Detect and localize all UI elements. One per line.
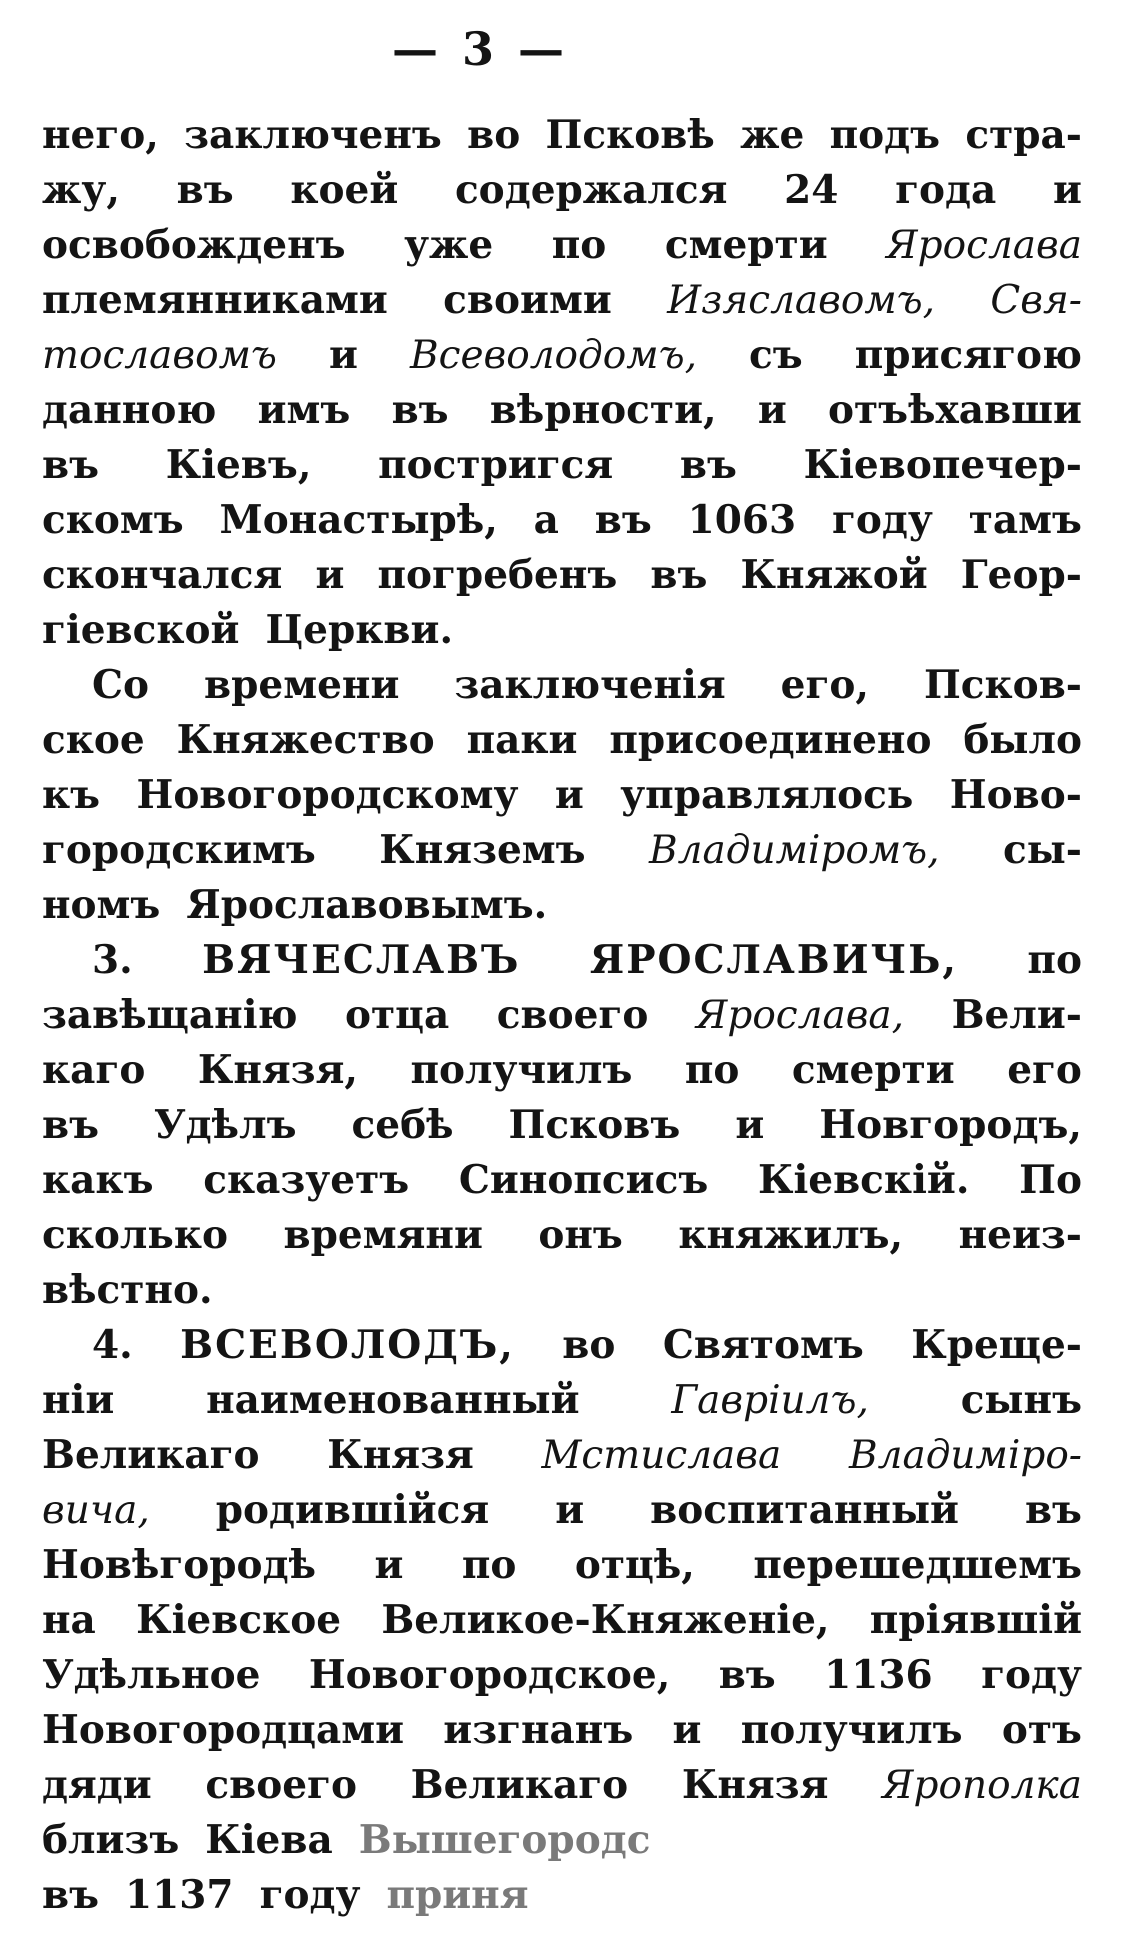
word: смерти <box>664 222 828 268</box>
word: Кіевъ, <box>165 442 312 488</box>
word: своего <box>496 992 649 1038</box>
word: завѣщанію <box>42 992 298 1038</box>
word: Свя- <box>990 278 1082 323</box>
word: Кіевскій. <box>757 1157 970 1203</box>
word: въ <box>42 442 100 488</box>
text-line <box>42 1483 1082 1538</box>
text-line <box>42 1098 1082 1153</box>
word: Псковъ <box>508 1102 681 1148</box>
text-line <box>42 933 1082 988</box>
word: управлялось <box>620 772 914 818</box>
word: Ново- <box>949 772 1082 818</box>
word: къ <box>42 772 101 818</box>
word: Кіевопечер- <box>803 442 1082 488</box>
word: заключенія <box>454 662 726 708</box>
text-line <box>42 768 1082 823</box>
body-text <box>42 108 1082 1923</box>
word: ніи <box>42 1377 115 1423</box>
text-line <box>42 1263 1082 1318</box>
word: году <box>981 1652 1082 1698</box>
word: Княземъ <box>379 827 586 873</box>
word: получилъ <box>740 1707 963 1753</box>
text-line <box>42 1593 1082 1648</box>
word: Ярославовымъ. <box>186 882 548 928</box>
word: въ <box>679 442 737 488</box>
text-line <box>42 438 1082 493</box>
word: перешедшемъ <box>753 1542 1082 1588</box>
word: въ <box>42 1872 100 1918</box>
text-line <box>42 878 1082 933</box>
word: же <box>740 112 805 158</box>
word: Владиміромъ, <box>648 828 940 873</box>
text-line <box>42 1868 1082 1923</box>
text-line <box>42 823 1082 878</box>
word: отъ <box>1001 1707 1082 1753</box>
word: присоединено <box>609 717 932 763</box>
word: 1063 <box>687 497 797 543</box>
word: содержался <box>454 167 728 213</box>
word: ЯРОСЛАВИЧЬ, <box>589 937 958 983</box>
text-line <box>42 1648 1082 1703</box>
word: Великое-Княженіе, <box>381 1597 830 1643</box>
word: Великаго <box>42 1432 260 1478</box>
word: ВЯЧЕСЛАВЪ <box>202 937 521 983</box>
word: и <box>374 1542 404 1588</box>
word: вича, <box>42 1488 150 1533</box>
word: въ <box>391 387 449 433</box>
word: своего <box>205 1762 357 1808</box>
word: Геор- <box>960 552 1082 598</box>
word: Владиміро- <box>848 1433 1082 1478</box>
word: Гавріилъ, <box>671 1378 869 1423</box>
word: Удѣльное <box>42 1652 261 1698</box>
word: постригся <box>378 442 614 488</box>
word: года <box>895 167 997 213</box>
word: и <box>1053 167 1082 213</box>
word: и <box>315 552 345 598</box>
word: племянниками <box>42 277 388 323</box>
word: гіевской <box>42 607 240 653</box>
word: сы- <box>1002 827 1082 873</box>
text-line <box>42 383 1082 438</box>
text-line <box>42 1813 1082 1868</box>
word: времяни <box>283 1212 483 1258</box>
word: въ <box>594 497 652 543</box>
word: было <box>963 717 1082 763</box>
word: тославомъ <box>42 333 277 378</box>
text-line <box>42 1538 1082 1593</box>
word: его <box>1007 1047 1082 1093</box>
word: неиз- <box>958 1212 1082 1258</box>
word: а <box>533 497 559 543</box>
word: Псковѣ <box>545 112 715 158</box>
word: вѣрности, <box>489 387 717 433</box>
word: Мстислава <box>541 1433 782 1478</box>
word: заключенъ <box>184 112 442 158</box>
text-line <box>42 493 1082 548</box>
word: Кіева <box>205 1817 333 1863</box>
word: получилъ <box>410 1047 633 1093</box>
word: году <box>259 1872 361 1918</box>
text-line <box>42 273 1082 328</box>
word: и <box>735 1102 765 1148</box>
word: 1136 <box>824 1652 933 1698</box>
word: погребенъ <box>377 552 618 598</box>
word: и <box>555 1487 585 1533</box>
word: сынъ <box>960 1377 1082 1423</box>
word: стра- <box>965 112 1082 158</box>
word: въ <box>176 167 234 213</box>
word: по <box>461 1542 517 1588</box>
text-line <box>42 713 1082 768</box>
word: съ <box>749 332 803 378</box>
text-line <box>42 1428 1082 1483</box>
text-line <box>42 1318 1082 1373</box>
word: себѣ <box>351 1102 454 1148</box>
word: приня <box>386 1872 529 1918</box>
word: въ <box>42 1102 100 1148</box>
word: уже <box>404 222 494 268</box>
word: Князя, <box>197 1047 358 1093</box>
word: Святомъ <box>662 1322 864 1368</box>
word: Вели- <box>951 992 1082 1038</box>
word: ское <box>42 717 145 763</box>
word: отцѣ, <box>574 1542 695 1588</box>
word: во <box>562 1322 616 1368</box>
word: сказуетъ <box>203 1157 410 1203</box>
word: родившійся <box>215 1487 490 1533</box>
text-line <box>42 1208 1082 1263</box>
word: смерти <box>791 1047 955 1093</box>
word: и <box>328 332 358 378</box>
word: Синопсисъ <box>458 1157 709 1203</box>
word: изгнанъ <box>443 1707 634 1753</box>
word: тамъ <box>968 497 1082 543</box>
text-line <box>42 1703 1082 1758</box>
word: и <box>672 1707 702 1753</box>
word: каго <box>42 1047 146 1093</box>
text-line <box>42 988 1082 1043</box>
word: онъ <box>538 1212 623 1258</box>
word: Ярополка <box>882 1763 1082 1808</box>
word: отъѣхавши <box>827 387 1082 433</box>
word: по <box>1027 937 1082 983</box>
word: на <box>42 1597 96 1643</box>
word: по <box>684 1047 740 1093</box>
word: По <box>1019 1157 1082 1203</box>
word: Ярослава, <box>695 993 905 1038</box>
word: Новогородское, <box>308 1652 671 1698</box>
word: паки <box>466 717 578 763</box>
word: имъ <box>257 387 351 433</box>
word: въ <box>718 1652 776 1698</box>
word: освобожденъ <box>42 222 346 268</box>
text-line <box>42 658 1082 713</box>
word: 1137 <box>125 1872 234 1918</box>
word: присягою <box>854 332 1082 378</box>
word: вѣстно. <box>42 1267 213 1313</box>
word: Новгородъ, <box>819 1102 1082 1148</box>
word: Удѣлъ <box>154 1102 297 1148</box>
word: жу, <box>42 167 120 213</box>
word: въ <box>1024 1487 1082 1533</box>
word: Вышегородс <box>358 1817 651 1863</box>
word: воспитанный <box>650 1487 959 1533</box>
word: сколько <box>42 1212 229 1258</box>
word: въ <box>650 552 708 598</box>
text-line <box>42 328 1082 383</box>
word: него, <box>42 112 159 158</box>
word: городскимъ <box>42 827 316 873</box>
word: Ярослава <box>886 223 1082 268</box>
page-number: — 3 — <box>391 22 569 76</box>
word: Монастырѣ, <box>219 497 498 543</box>
word: Креще- <box>911 1322 1082 1368</box>
word: отца <box>345 992 450 1038</box>
word: Церкви. <box>265 607 454 653</box>
word: во <box>467 112 521 158</box>
word: Кіевское <box>136 1597 342 1643</box>
word: его, <box>780 662 869 708</box>
word: и <box>757 387 787 433</box>
word: коей <box>290 167 399 213</box>
text-line <box>42 1153 1082 1208</box>
word: скомъ <box>42 497 184 543</box>
word: Княжество <box>176 717 435 763</box>
word: какъ <box>42 1157 154 1203</box>
word: Со <box>92 662 150 708</box>
word: номъ <box>42 882 161 928</box>
word: 24 <box>784 167 839 213</box>
text-line <box>42 1043 1082 1098</box>
text-line <box>42 1758 1082 1813</box>
text-line <box>42 163 1082 218</box>
word: скончался <box>42 552 283 598</box>
word: Новѣгородѣ <box>42 1542 316 1588</box>
word: княжилъ, <box>678 1212 904 1258</box>
word: Князя <box>681 1762 829 1808</box>
word: году <box>831 497 933 543</box>
word: и <box>554 772 584 818</box>
word: близъ <box>42 1817 180 1863</box>
word: по <box>551 222 607 268</box>
word: Изяславомъ, <box>667 278 936 323</box>
word: 3. <box>92 937 133 983</box>
word: Князя <box>327 1432 474 1478</box>
word: подъ <box>829 112 941 158</box>
word: Всеволодомъ, <box>409 333 697 378</box>
word: пріявшій <box>869 1597 1082 1643</box>
word: 4. <box>92 1322 133 1368</box>
word: времени <box>204 662 400 708</box>
text-line <box>42 1373 1082 1428</box>
word: Великаго <box>410 1762 629 1808</box>
word: Псков- <box>923 662 1082 708</box>
text-line <box>42 603 1082 658</box>
word: своими <box>443 277 612 323</box>
text-line <box>42 548 1082 603</box>
word: дяди <box>42 1762 152 1808</box>
word: Княжой <box>740 552 928 598</box>
word: ВСЕВОЛОДЪ, <box>180 1322 515 1368</box>
text-line <box>42 218 1082 273</box>
word: Новогородскому <box>136 772 519 818</box>
word: Новогородцами <box>42 1707 405 1753</box>
text-line <box>42 108 1082 163</box>
word: наименованный <box>206 1377 580 1423</box>
word: данною <box>42 387 217 433</box>
